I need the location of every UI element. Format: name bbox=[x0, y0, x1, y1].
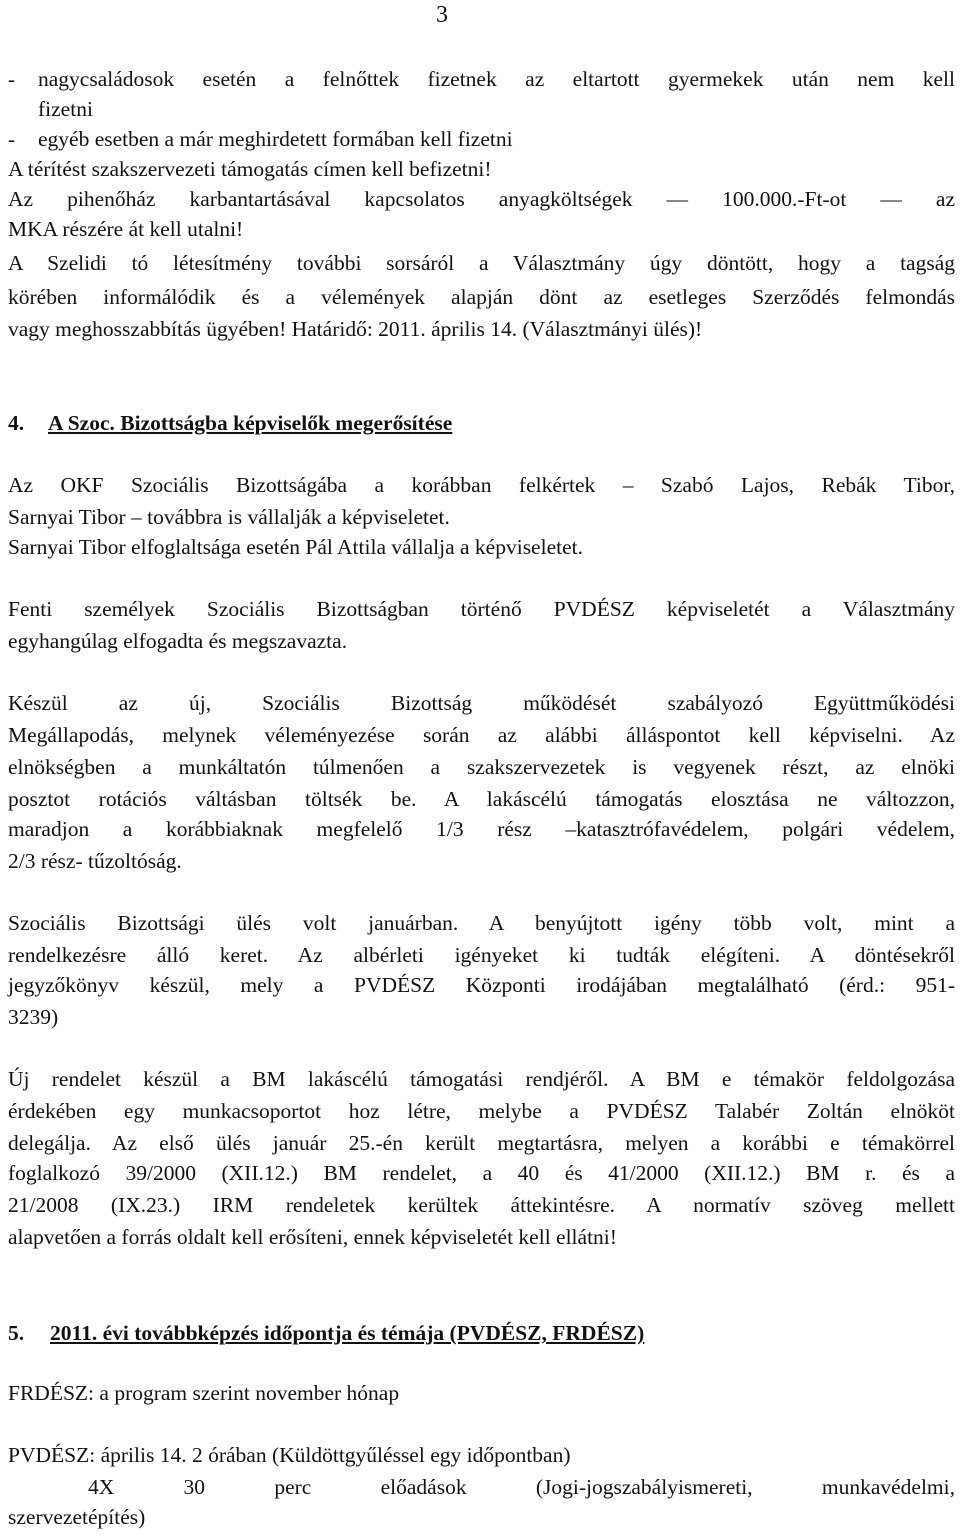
text-line: 4X 30 perc előadások (Jogi-jogszabályismereti, munkavédelmi, bbox=[88, 1475, 955, 1499]
text-line: alapvetően a forrás oldalt kell erősíteni, ennek képviseletét kell ellátni! bbox=[8, 1225, 617, 1249]
text-line: Az OKF Szociális Bizottságába a korábban felkértek – Szabó Lajos, Rebák Tibor, bbox=[8, 473, 955, 497]
text-line: A térítést szakszervezeti támogatás címen kell befizetni! bbox=[8, 157, 492, 181]
text-line: FRDÉSZ: a program szerint november hónap bbox=[8, 1381, 400, 1405]
text-line: A Szelidi tó létesítmény további sorsáról a Választmány úgy döntött, hogy a tagság bbox=[8, 251, 955, 275]
text-line: Sarnyai Tibor – továbbra is vállalják a képviseletet. bbox=[8, 505, 450, 529]
section-heading-4 bbox=[8, 408, 452, 438]
text-line: maradjon a korábbiaknak megfelelő 1/3 rész –katasztrófavédelem, polgári védelem, bbox=[8, 817, 955, 841]
text-line: jegyzőkönyv készül, mely a PVDÉSZ Központi irodájában megtalálható (érd.: 951- bbox=[8, 973, 955, 997]
page-number: 3 bbox=[436, 2, 448, 28]
text-line: Az pihenőház karbantartásával kapcsolatos anyagköltségek — 100.000.-Ft-ot — az bbox=[8, 187, 955, 211]
text-line: Sarnyai Tibor elfoglaltsága esetén Pál Attila vállalja a képviseletet. bbox=[8, 535, 583, 559]
text-line: MKA részére át kell utalni! bbox=[8, 217, 244, 241]
text-line: Szociális Bizottsági ülés volt januárban. A benyújtott igény több volt, mint a bbox=[8, 911, 955, 935]
text-line: elnökségben a munkáltatón túlmenően a szakszervezetek is vegyenek részt, az elnöki bbox=[8, 755, 955, 779]
section-heading-5 bbox=[8, 1318, 644, 1348]
text-line: Új rendelet készül a BM lakáscélú támogatási rendjéről. A BM e témakör feldolgozása bbox=[8, 1067, 955, 1091]
section-title: A Szoc. Bizottságba képviselők megerősítése bbox=[48, 411, 453, 435]
text-line: Készül az új, Szociális Bizottság működését szabályozó Együttműködési bbox=[8, 691, 955, 715]
section-number: 5. bbox=[8, 1321, 25, 1345]
text-line: 2/3 rész- tűzoltóság. bbox=[8, 849, 182, 873]
text-line: szervezetépítés) bbox=[8, 1505, 146, 1529]
text-line: vagy meghosszabbítás ügyében! Határidő: 2011. április 14. (Választmányi ülés)! bbox=[8, 317, 703, 341]
text-line: érdekében egy munkacsoportot hoz létre, melybe a PVDÉSZ Talabér Zoltán elnököt bbox=[8, 1099, 955, 1123]
bullet-dash: - bbox=[8, 127, 16, 151]
text-line: körében informálódik és a vélemények alapján dönt az esetleges Szerződés felmondás bbox=[8, 285, 955, 309]
section-number: 4. bbox=[8, 411, 25, 435]
text-line: Fenti személyek Szociális Bizottságban történő PVDÉSZ képviseletét a Választmány bbox=[8, 597, 955, 621]
text-line: 21/2008 (IX.23.) IRM rendeletek kerültek áttekintésre. A normatív szöveg mellett bbox=[8, 1193, 955, 1217]
text-line: Megállapodás, melynek véleményezése során az alábbi álláspontot kell képviselni. Az bbox=[8, 723, 955, 747]
bullet-line: egyéb esetben a már meghirdetett formában kell fizetni bbox=[38, 127, 513, 151]
section-title: 2011. évi továbbképzés időpontja és témája (PVDÉSZ, FRDÉSZ) bbox=[50, 1321, 645, 1345]
text-line: egyhangúlag elfogadta és megszavazta. bbox=[8, 629, 348, 653]
text-line: rendelkezésre álló keret. Az albérleti igényeket ki tudták elégíteni. A döntésekről bbox=[8, 943, 955, 967]
bullet-dash: - bbox=[8, 67, 16, 91]
text-line: delegálja. Az első ülés január 25.-én került megtartásra, melyen a korábbi e témakörrel bbox=[8, 1131, 955, 1155]
text-line: posztot rotációs váltásban töltsék be. A lakáscélú támogatás elosztása ne változzon, bbox=[8, 787, 955, 811]
text-line: foglalkozó 39/2000 (XII.12.) BM rendelet, a 40 és 41/2000 (XII.12.) BM r. és a bbox=[8, 1161, 955, 1185]
bullet-line: fizetni bbox=[38, 97, 93, 121]
text-line: PVDÉSZ: április 14. 2 órában (Küldöttgyűléssel egy időpontban) bbox=[8, 1443, 571, 1467]
text-line: 3239) bbox=[8, 1005, 59, 1029]
bullet-line: nagycsaládosok esetén a felnőttek fizetnek az eltartott gyermekek után nem kell bbox=[38, 67, 955, 91]
